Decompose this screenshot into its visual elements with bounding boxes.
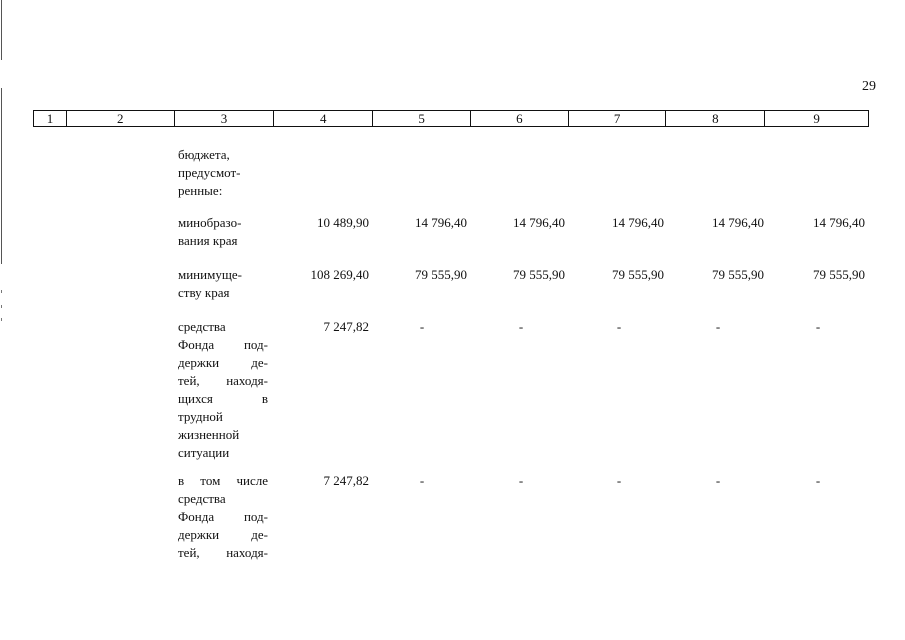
cell-col-9: - (815, 319, 821, 334)
cell-col-5: - (419, 319, 425, 334)
column-header-4: 4 (274, 111, 373, 126)
cell-col-6: - (518, 473, 524, 488)
cell-col-6: - (518, 319, 524, 334)
row-label: минобразо- вания края (178, 215, 242, 248)
cell-col-8: - (715, 319, 721, 334)
cell-col-4: 108 269,40 (310, 267, 369, 282)
scan-dot-mark (1, 305, 2, 308)
table-header-row (33, 110, 869, 127)
row-label: в том числе средства Фонда под- держки де- тей, находя- (178, 473, 268, 560)
cell-col-4: 7 247,82 (323, 473, 369, 488)
row-label: минимуще- ству края (178, 267, 242, 300)
row-label: средства Фонда под- держки де- тей, находя- щихся в трудной жизненной ситуации (178, 319, 268, 460)
cell-col-7: - (616, 473, 622, 488)
column-header-1: 1 (34, 111, 67, 126)
cell-col-6: 79 555,90 (513, 267, 565, 282)
column-header-2: 2 (67, 111, 175, 126)
scan-edge-mark (1, 0, 2, 60)
scan-dot-mark (1, 318, 2, 321)
row-label: бюджета, предусмот- ренные: (178, 147, 241, 198)
cell-col-8: 79 555,90 (712, 267, 764, 282)
cell-col-8: - (715, 473, 721, 488)
cell-col-5: 14 796,40 (415, 215, 467, 230)
cell-col-6: 14 796,40 (513, 215, 565, 230)
column-header-5: 5 (373, 111, 471, 126)
scan-dot-mark (1, 290, 2, 293)
cell-col-5: - (419, 473, 425, 488)
cell-col-4: 7 247,82 (323, 319, 369, 334)
cell-col-9: - (815, 473, 821, 488)
cell-col-4: 10 489,90 (317, 215, 369, 230)
page-number: 29 (862, 79, 876, 94)
cell-col-7: - (616, 319, 622, 334)
column-header-6: 6 (471, 111, 569, 126)
cell-col-8: 14 796,40 (712, 215, 764, 230)
cell-col-5: 79 555,90 (415, 267, 467, 282)
column-header-8: 8 (666, 111, 765, 126)
column-header-3: 3 (175, 111, 275, 126)
cell-col-9: 79 555,90 (813, 267, 865, 282)
column-header-9: 9 (813, 111, 820, 126)
scan-edge-mark (1, 88, 2, 264)
cell-col-7: 14 796,40 (612, 215, 664, 230)
cell-col-9: 14 796,40 (813, 215, 865, 230)
cell-col-7: 79 555,90 (612, 267, 664, 282)
column-header-7: 7 (569, 111, 667, 126)
